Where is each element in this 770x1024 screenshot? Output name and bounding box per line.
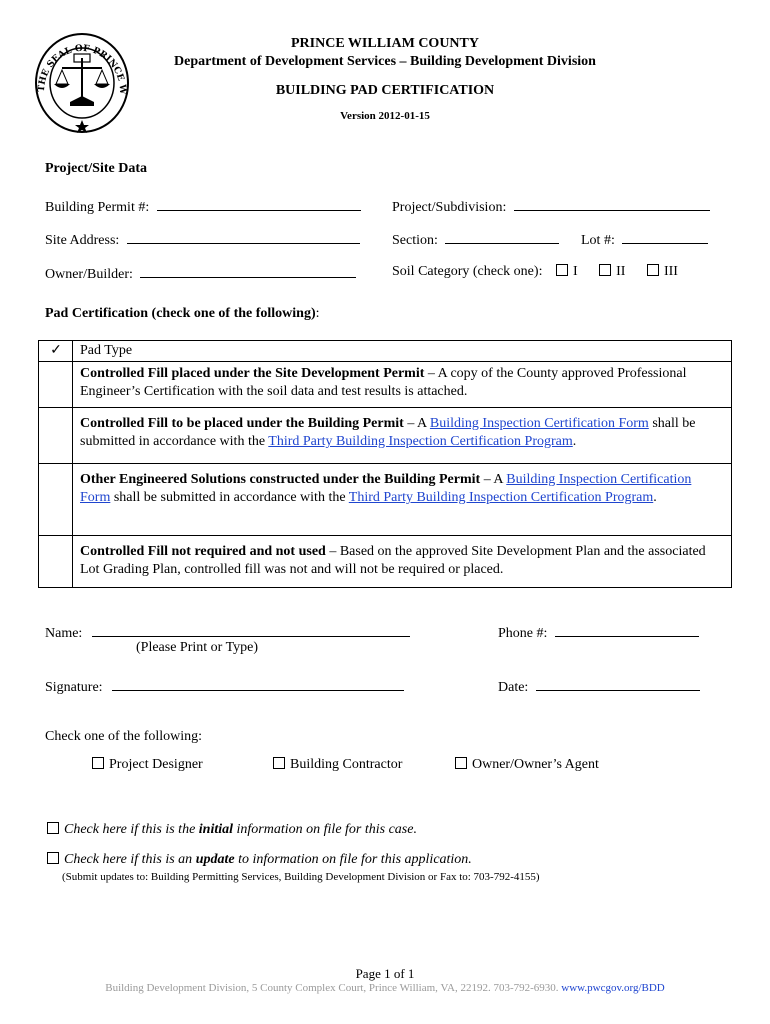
soil-option-1-checkbox[interactable] <box>556 264 568 276</box>
initial-filing-checkbox[interactable] <box>47 822 59 834</box>
county-name: PRINCE WILLIAM COUNTY <box>291 36 479 51</box>
lot-field[interactable] <box>622 229 708 244</box>
footer-website-link[interactable]: www.pwcgov.org/BDD <box>561 982 665 994</box>
update-filing-row[interactable]: Check here if this is an update to information on file for this application. <box>47 852 472 868</box>
name-field[interactable] <box>92 622 410 637</box>
check-mark-icon: ✓ <box>39 341 73 362</box>
role-owner-agent-checkbox[interactable] <box>455 757 467 769</box>
pad-type-table <box>38 340 732 588</box>
soil-option-1[interactable]: I <box>556 264 578 279</box>
phone-row <box>498 622 699 642</box>
pad-row-2[interactable] <box>39 408 732 464</box>
pad-table-header-row <box>39 341 732 362</box>
phone-field[interactable] <box>555 622 699 637</box>
soil-option-2[interactable]: II <box>599 264 625 279</box>
name-hint: (Please Print or Type) <box>136 640 259 655</box>
building-permit-label: Building Permit #: <box>45 200 150 215</box>
pad-row-1[interactable] <box>39 362 732 408</box>
lot-row <box>581 229 708 249</box>
soil-option-3[interactable]: III <box>647 264 678 279</box>
site-address-label: Site Address: <box>45 233 120 248</box>
footer-address: Building Development Division, 5 County Complex Court, Prince William, VA, 22192. 703-792-6930. www.pwcgov.org/BDD <box>105 982 665 994</box>
seal-ring-text: THE SEAL OF PRINCE W <box>36 43 128 95</box>
building-permit-field[interactable] <box>157 196 361 211</box>
lot-label: Lot #: <box>581 233 615 248</box>
signature-label: Signature: <box>45 680 103 695</box>
pad-row-2-text: Controlled Fill to be placed under the Building Permit – A Building Inspection Certification Form shall be submitted in accordance with the Third Party Building Inspection Certification Program. <box>73 408 732 464</box>
section-field[interactable] <box>445 229 559 244</box>
pad-certification-heading: Pad Certification (check one of the following): <box>45 306 320 321</box>
pad-row-1-checkbox[interactable] <box>39 362 73 408</box>
name-label: Name: <box>45 626 83 641</box>
pad-row-4-checkbox[interactable] <box>39 536 73 588</box>
initial-filing-row[interactable]: Check here if this is the initial information on file for this case. <box>47 822 417 838</box>
role-project-designer[interactable]: Project Designer <box>92 757 203 773</box>
role-owner-agent[interactable]: Owner/Owner’s Agent <box>455 757 599 773</box>
role-building-contractor-checkbox[interactable] <box>273 757 285 769</box>
form-version: Version 2012-01-15 <box>340 110 430 122</box>
pad-row-3-text: Other Engineered Solutions constructed under the Building Permit – A Building Inspection Certification Form shall be submitted in accordance with the Third Party Building Inspection Certification Program. <box>73 464 732 536</box>
pad-row-1-text: Controlled Fill placed under the Site Development Permit – A copy of the County approved Professional Engineer’s Certification with the soil data and test results is attached. <box>73 362 732 408</box>
role-project-designer-checkbox[interactable] <box>92 757 104 769</box>
role-prompt: Check one of the following: <box>45 729 203 744</box>
project-subdivision-row <box>392 196 710 216</box>
pad-type-header: Pad Type <box>73 341 732 362</box>
soil-category-label: Soil Category (check one): <box>392 264 543 279</box>
inspection-form-link-2[interactable]: Building Inspection Certification Form <box>80 472 692 505</box>
third-party-program-link[interactable]: Third Party Building Inspection Certification Program <box>268 434 573 449</box>
date-field[interactable] <box>536 676 700 691</box>
owner-builder-label: Owner/Builder: <box>45 267 133 282</box>
form-title: BUILDING PAD CERTIFICATION <box>275 83 495 98</box>
soil-option-2-checkbox[interactable] <box>599 264 611 276</box>
section-label: Section: <box>392 233 438 248</box>
phone-label: Phone #: <box>498 626 548 641</box>
signature-row <box>45 676 404 696</box>
role-building-contractor[interactable]: Building Contractor <box>273 757 402 773</box>
project-section-title: Project/Site Data <box>45 161 147 176</box>
soil-category-row <box>392 264 678 280</box>
name-row <box>45 622 410 642</box>
department-name: Department of Development Services – Building Development Division <box>174 54 596 69</box>
owner-builder-row <box>45 263 356 283</box>
section-row <box>392 229 559 249</box>
pad-row-4[interactable] <box>39 536 732 588</box>
site-address-field[interactable] <box>127 229 360 244</box>
pad-row-4-text: Controlled Fill not required and not used – Based on the approved Site Development Plan and the associated Lot Grading Plan, controlled fill was not and will not be required or placed. <box>73 536 732 588</box>
owner-builder-field[interactable] <box>140 263 356 278</box>
soil-option-3-checkbox[interactable] <box>647 264 659 276</box>
page-number: Page 1 of 1 <box>355 966 415 981</box>
inspection-form-link[interactable]: Building Inspection Certification Form <box>429 416 649 431</box>
project-subdivision-label: Project/Subdivision: <box>392 200 507 215</box>
site-address-row <box>45 229 360 249</box>
date-label: Date: <box>498 680 529 695</box>
submit-note: (Submit updates to: Building Permitting Services, Building Development Division or Fax to: 703-792-4155) <box>62 871 540 883</box>
project-subdivision-field[interactable] <box>514 196 710 211</box>
update-filing-checkbox[interactable] <box>47 852 59 864</box>
date-row <box>498 676 700 696</box>
pad-row-2-checkbox[interactable] <box>39 408 73 464</box>
pad-row-3-checkbox[interactable] <box>39 464 73 536</box>
building-permit-row <box>45 196 361 216</box>
third-party-program-link-2[interactable]: Third Party Building Inspection Certification Program <box>348 490 654 505</box>
pad-row-3[interactable] <box>39 464 732 536</box>
signature-field[interactable] <box>112 676 404 691</box>
